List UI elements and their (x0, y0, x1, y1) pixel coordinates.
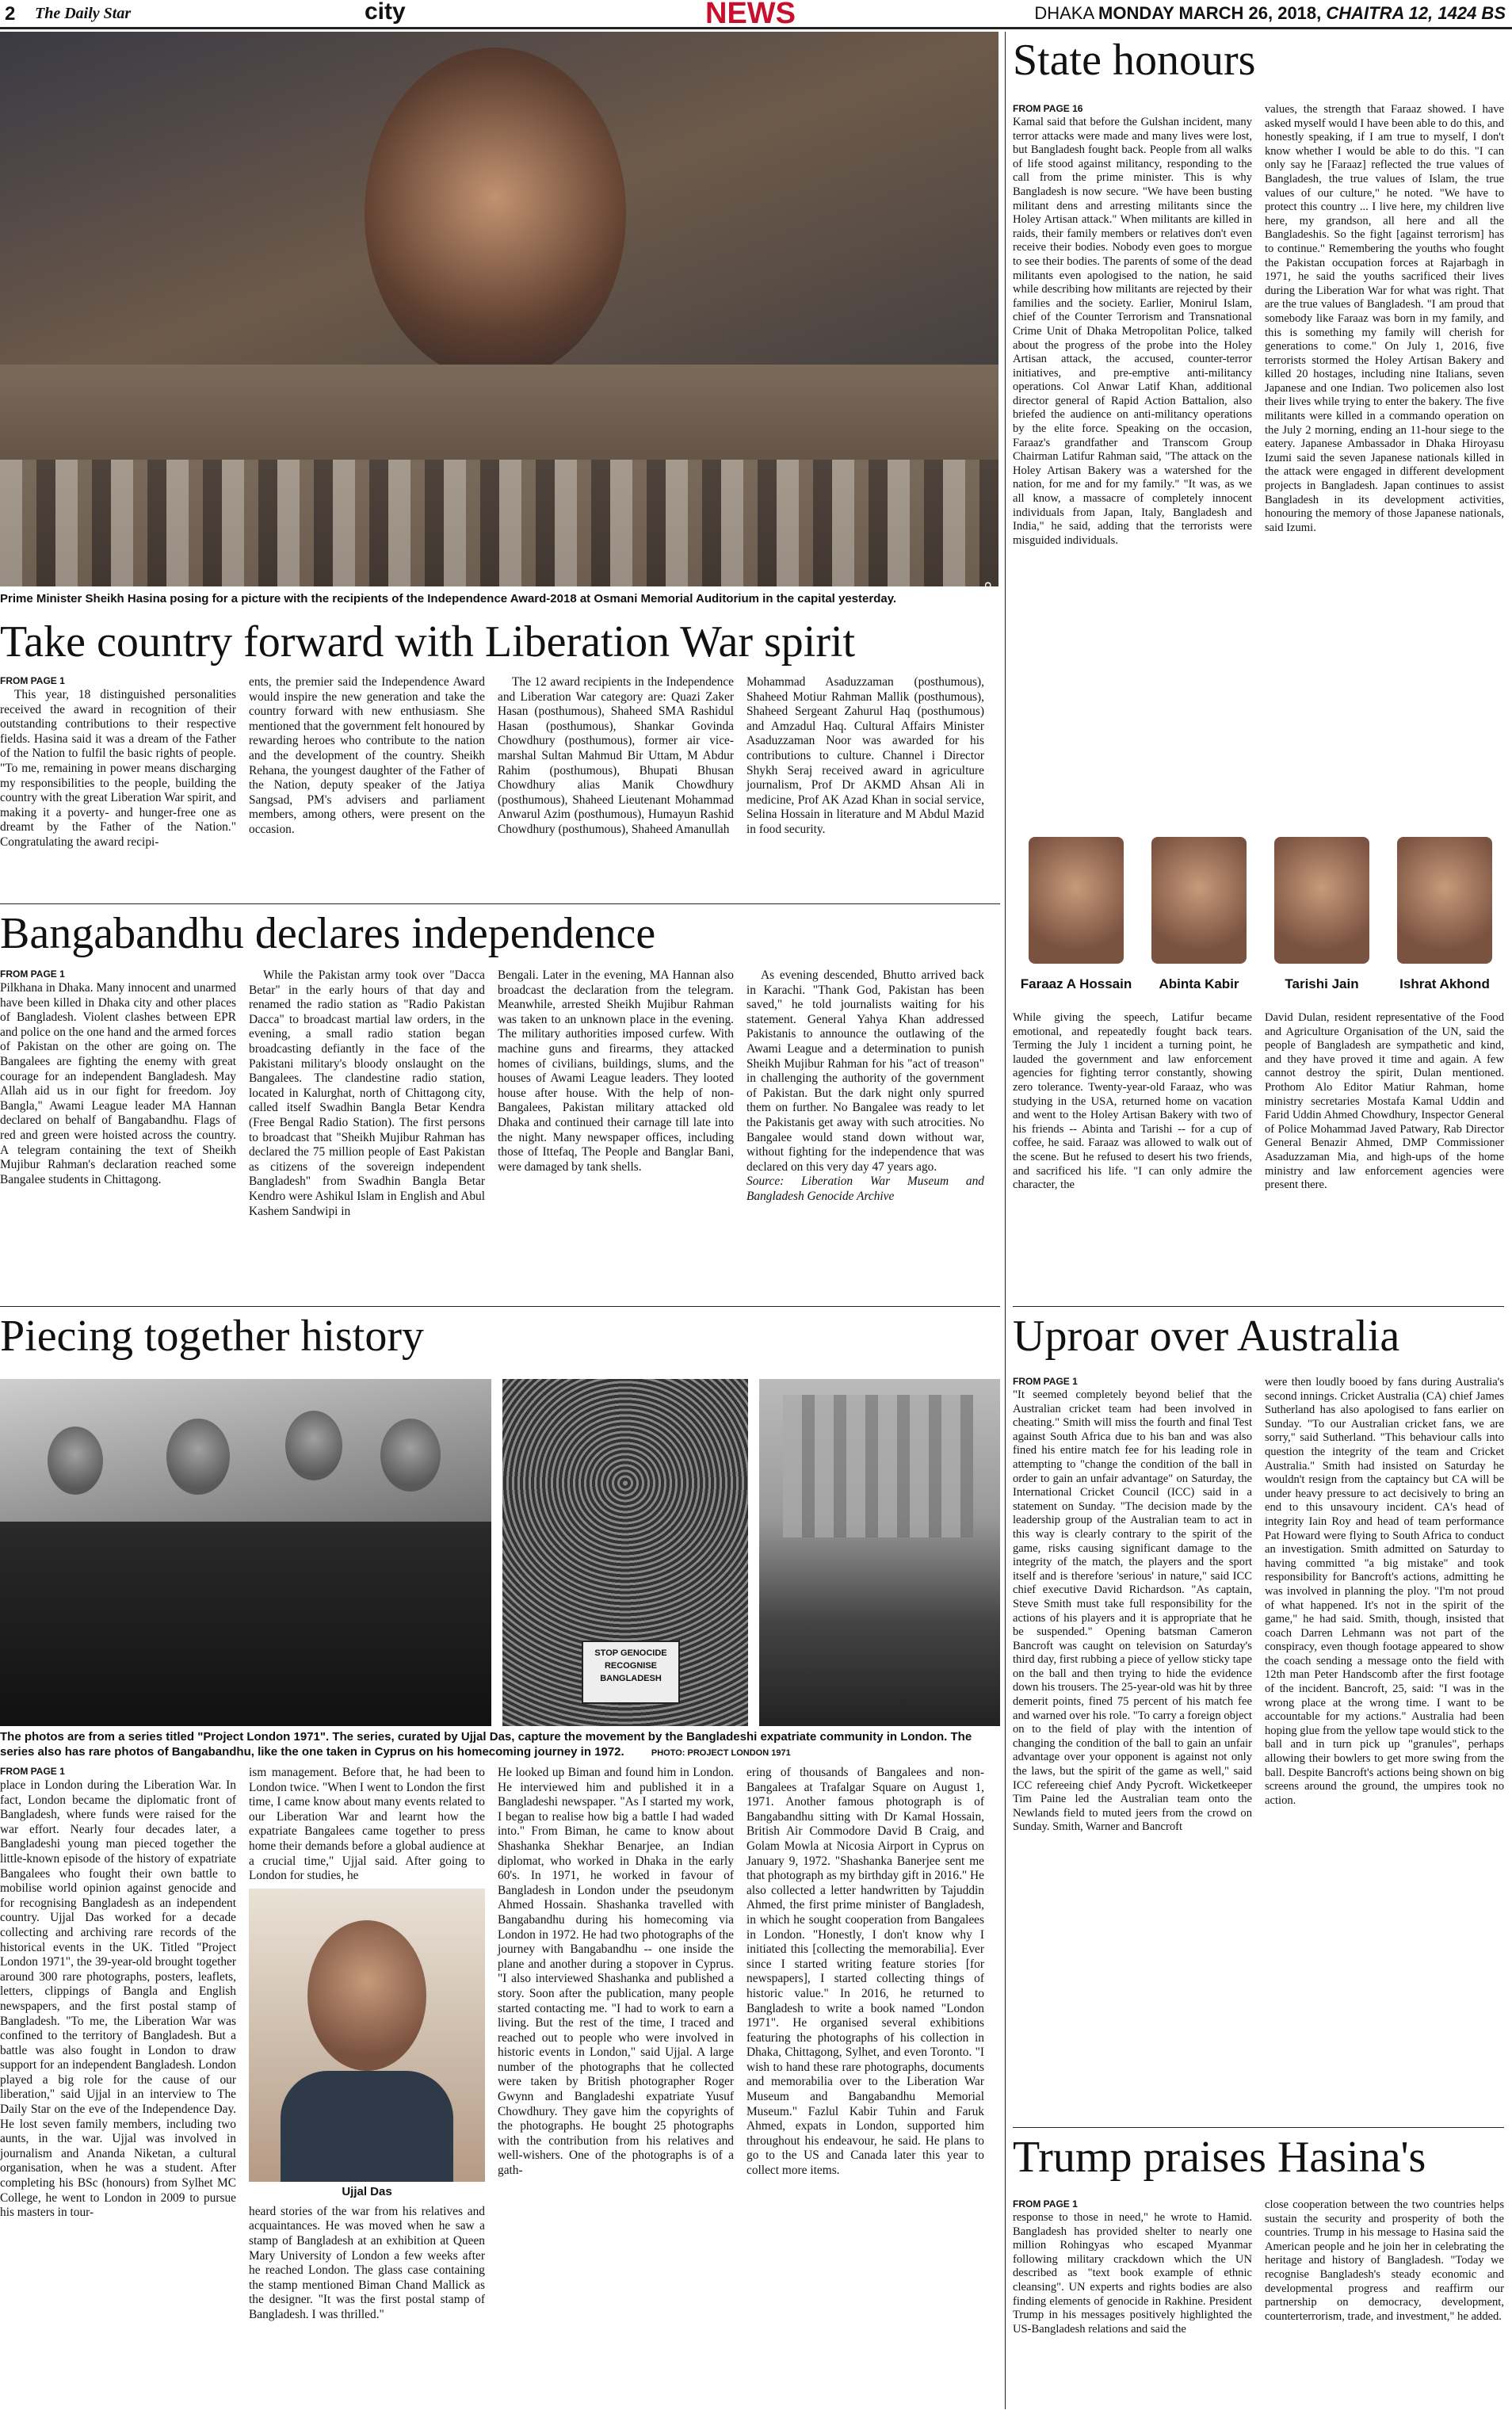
section-news: NEWS (705, 0, 796, 30)
history-kicker: FROM PAGE 1 (0, 1766, 65, 1777)
date-main: MONDAY MARCH 26, 2018, (1098, 3, 1322, 23)
state-honours-headline: State honours (1013, 36, 1256, 85)
history-col-1: FROM PAGE 1 place in London during the Liberation War. In fact, London became the diplomatic front of Bangladesh, where funds were raised for the war effort. Nearly four decades later, a Bangladeshi young man pieced together the little-known episode of the history of expatriate Bangalees who fought their own battle to mobilise world opinion against genocide and for recognising Bangladesh as an independent country. Ujjal Das worked for a decade collecting and archiving rare records of the historical events in the UK. Titled "Project London 1971", the 39-year-old brought together around 300 rare photographs, posters, leaflets, letters, clippings of Bangla and English newspapers, and the first postal stamp of Bangladesh. "To me, the Liberation War was confined to the territory of Bangladesh. But a battle was also fought in London to draw support for an independent Bangladesh. London played a big role for the cause of our liberation," said Ujjal in an interview to The Daily Star on the eve of the Independence Day. He lost seven family members, including two aunts, in the war. Ujjal was involved in journalism and Ananda Niketan, a cultural organisation, when he was a student. After completing his BSc (honours) from Sylhet MC College, he went to London in 2009 to pursue his masters in tour- (0, 1766, 236, 2220)
award-col-4: Mohammad Asaduzzaman (posthumous), Shaheed Motiur Rahman Mallik (posthumous), Shaheed Sergeant Zahurul Haq (posthumous) and Amzadul Haq. Cultural Affairs Minister Asaduzzaman Noor was awarded for his contributions to culture. Channel i Director Shykh Seraj received award in agriculture journalism, Prof Dr AKMD Ahsan Ali in medicine, Prof AK Azad Khan in social service, Selina Hossain in literature and M Abdul Mazid in food security. (746, 675, 984, 836)
genocide-sign: STOP GENOCIDE RECOGNISE BANGLADESH (582, 1641, 680, 1704)
paper-name: The Daily Star (35, 5, 132, 22)
australia-col-2: were then loudly booed by fans during Australia's second innings. Cricket Australia (CA) chief James Sutherland has also apologised to fans earlier on Sunday. "To our Australian cricket fans, we are sorry," said Sutherland. "This behaviour calls into question the integrity of the team and Cricket Australia." Smith had insisted on Saturday he wouldn't resign from the captaincy but CA will be under heavy pressure to act decisively to bring an end to this unsavoury incident. CA's head of integrity Iain Roy and head of team performance Pat Howard were flying to South Africa to conduct an investigation. Smith admitted on Saturday to having committed "a big mistake" and took responsibility for Bancroft's actions, admitting he was involved in planning the ploy. "I'm not proud of what happened. It's not in the spirit of the game," he had said. Smith, though, insisted that coach Darren Lehmann was not part of the conspiracy, even though footage appeared to show the coach sending a message onto the field with 12th man Peter Handscomb after the first footage of the incident. Bancroft, 25, said: "I was in the wrong place at the wrong time. I want to be accountable for my actions." Australia had been hoping glue from the yellow tape would stick to the ball and in turn pick up "granules", perhaps allowing their bowlers to get more swing from the ball. Despite Bancroft's actions being shown on big screens around the ground, the umpires took no action. (1265, 1376, 1504, 1807)
victim-name: Ishrat Akhond (1399, 976, 1490, 991)
london-photo-protest (759, 1379, 1000, 1726)
trump-col-1: FROM PAGE 1 response to those in need," he wrote to Hamid. Bangladesh has provided shelter to nearly one million Rohingyas who escaped Myanmar following military crackdown which the UN described as "text book example of ethnic cleansing". UN experts and rights bodies are also finding elements of genocide in Rakhine. President Trump in his messages positively highlighted the US-Bangladesh relations and said the (1013, 2198, 1252, 2336)
divider (1013, 2127, 1504, 2128)
state-honours-col-3: While giving the speech, Latifur became emotional, and repeatedly fought back tears. Terming the July 1 incident a turning point, he lauded the government and law enforcement agencies for fighting terror constantly, showing zero tolerance. Twenty-year-old Faraaz, who was studying in the USA, returned home on vacation and went to the Holey Artisan Bakery with two of his friends -- Abinta and Tarishi -- for a cup of coffee, he said. Faraaz was allowed to walk out of the scene. But he refused to desert his two friends, and sacrificed his life. "I can only admire the character, the (1013, 1011, 1252, 1192)
bangabandhu-headline: Bangabandhu declares independence (0, 909, 656, 958)
award-col-2: ents, the premier said the Independence Award would inspire the new generation and take the country forward with new enthusiasm. She mentioned that the government felt honoured by rewarding heroes who contribute to the nation and the development of the country. Sheikh Rehana, the youngest daughter of the Father of the Nation, deputy speaker of the Jatiya Sangsad, PM's advisers and parliament members, among others, were present on the occasion. (249, 675, 485, 836)
portrait-name: Ujjal Das (342, 2184, 392, 2198)
victim-photos (1013, 829, 1504, 1003)
date-bangla: CHAITRA 12, 1424 BS (1326, 3, 1506, 23)
bangabandhu-col-3: Bengali. Later in the evening, MA Hannan also broadcast the declaration from the telegram. Meanwhile, arrested Sheikh Mujibur Rahman was taken to an unknown place in the evening. The military authorities imposed curfew. With machine guns and firearms, they attacked homes of civilians, buildings, slums, and the houses of Awami League leaders. They looted house after house. With the help of non-Bangalees, Pakistan military attacked old Dhaka and continued their carnage till late into the night. Many newspaper offices, including those of Ittefaq, The People and Banglar Bani, were damaged by tank shells. (498, 968, 734, 1174)
column-divider (1005, 32, 1006, 2409)
history-col-3: He looked up Biman and found him in London. He interviewed him and published it in a Bangladeshi newspaper. "As I started my work, I began to realise how big a battle I had waded into." From Biman, he came to know about Shashanka Shekhar Benarjee, an Indian diplomat, who worked in Dhaka in the early 60's. In 1971, he worked in favour of Bangladesh in London under the pseudonym Ahmed Hossain. Shashanka travelled with Bangabandhu during his homecoming via London in 1972. He had two photographs of the journey with Bangabandhu -- one inside the plane and another during a stopover in Cyprus. "I also interviewed Shashanka and published a story. Soon after the publication, many people started contacting me. "I had to work to earn a living. But the rest of the time, I traced and reached out to people who were involved in historic events in London," said Ujjal. A large number of the photographs that he collected were taken by British photographer Roger Gwynn and Bangladeshi expatriate Yusuf Chowdhury. They gave him the copyrights of the photographs. He bought 25 photographs with the contribution from his relatives and well-wishers. One of the photographs is of a gath- (498, 1766, 734, 2178)
state-honours-col-1: FROM PAGE 16 Kamal said that before the Gulshan incident, many terror attacks were made and many lives were lost, but Bangladesh fought back. People from all walks of life stood against militancy, responding to the call from the prime minister. This is why Bangladesh is now secure. "We have been busting militant dens and arresting militants since the Holey Artisan attack." When militants are killed in raids, their family members or relatives don't even receive their bodies. Nobody even goes to morgue to see their bodies. The parents of some of the dead militants even apologised to the nation, he said while describing how militants are rejected by their families and the society. Earlier, Monirul Islam, chief of the Counter Terrorism and Transnational Crime Unit of Dhaka Metropolitan Police, talked about the progress of the probe into the Holey Artisan attack, the accused, counter-terror initiatives, and pre-emptive anti-militancy operations. Col Anwar Latif Khan, additional director general of Rapid Action Battalion, also briefed the audience on anti-militancy operations by the elite force. Speaking on the occasion, Faraaz's grandfather and Transcom Group Chairman Latifur Rahman said, "The attack on the Holey Artisan Bakery was a watershed for the nation, for me and for my family." "It was, as we all know, a massacre of completely innocent individuals from Japan, Italy, Bangladesh and India," he said, adding that the terrorists were misguided individuals. (1013, 103, 1252, 547)
victim-photo (1397, 837, 1492, 964)
bangabandhu-col-2: While the Pakistan army took over "Dacca Betar" in the early hours of that day and renamed the radio station as "Radio Pakistan Dacca" to broadcast martial law orders, in the evening, a small radio station began broadcasting defiantly in the face of the Pakistani military's bloody onslaught on the Bangalees. The clandestine radio station, located in Kalurghat, north of Chittagong city, called itself Swadhin Bangla Betar Kendra (Free Bengal Radio Station). The first persons to broadcast that "Sheikh Mujibur Rahman has declared the 75 million people of East Pakistan as citizens of the sovereign independent Bangladesh" from Swadhin Bangla Betar Kendro were Ashikul Islam in English and Abul Kashem Sandwipi in (249, 968, 485, 1218)
award-photo-credit: PHOTO: PMO (984, 582, 994, 638)
history-headline: Piecing together history (0, 1312, 425, 1361)
divider (1013, 1306, 1504, 1307)
victim-photo (1274, 837, 1369, 964)
australia-kicker: FROM PAGE 1 (1013, 1376, 1078, 1387)
state-honours-col-2: values, the strength that Faraaz showed. I have asked myself would I have been able to do this, and honestly speaking, if I am true to myself, I don't know whether I would be able to do this. "I can only say he [Faraaz] reflected the true values of Bangladesh, the true values of Islam, the true values of our culture," he noted. "We have to protect this country ... I live here, my children live here, my grandson, all here and all the Bangladeshis. So the fight [against terrorism] has to continue." Remembering the youths who fought the Pakistan occupation forces at Rajarbagh in 1971, he said the youths sacrificed their lives during the Liberation War for what was right. That are the true values of Bangladesh. "I am proud that somebody like Faraaz was born in my family, and this is something my family will cherish for generations to come." On July 1, 2016, five terrorists stormed the Holey Artisan Bakery and killed 20 hostages, including nine Italians, seven Japanese and one Indian. Two policemen also lost their lives while trying to enter the bakery. The five militants were killed in a commando operation on the July 2 morning, ending an 11-hour siege to the eatery. Japanese Ambassador in Dhaka Hiroyasu Izumi said the seven Japanese nationals killed in the attack were engaged in different development projects in Bangladesh. Japan continues to assist Bangladesh in its development activities, honouring the memory of those Japanese nationals, said Izumi. (1265, 103, 1504, 534)
history-photo-credit: PHOTO: PROJECT LONDON 1971 (651, 1748, 791, 1758)
divider (0, 1306, 1000, 1307)
dateline (1034, 3, 1506, 24)
section-name: city (365, 0, 406, 25)
victim-name: Tarishi Jain (1285, 976, 1359, 991)
trump-col-2: close cooperation between the two countries helps sustain the security and prosperity of both the countries. Trump in his message to Hasina said the American people and he join her in celebrating the heritage and history of Bangladesh. "Today we recognise Bangladesh's steady economic and developmental progress and reaffirm our partnership on democracy, development, counterterrorism, trade, and investment," he added. (1265, 2198, 1504, 2323)
history-col-4: ering of thousands of Bangalees and non-Bangalees at Trafalgar Square on August 1, 1971. Another famous photograph is of Bangabandhu sitting with Dr Kamal Hossain, British Air Commodore David B Craig, and Golam Mowla at Nicosia Airport in Cyprus on January 9, 1972. "Shashanka Banerjee sent me that photograph as my birthday gift in 2016." He also collected a letter handwritten by Tajuddin Ahmed, the first prime minister of Bangladesh, in which he sought cooperation from Bangalees in London. "Honestly, I don't know why I initiated this [collecting the memorabilia]. Ever since I started writing feature stories [for newspapers], I started collecting things of historic value." In 2016, he returned to Bangladesh to write a book named "London 1971". He organised several exhibitions featuring the photographs of his collection in Dhaka, Chittagong, Sylhet, and even Toronto. "I wish to hand these rare photographs, documents and memorabilia over to the Liberation War Museum and Bangabandhu Memorial Museum." Fazlul Kabir Tuhin and Faruk Ahmed, expats in London, supported him throughout his endeavour, he said. He plans to go to the US and Canada later this year to collect more items. (746, 1766, 984, 2178)
award-col-1: FROM PAGE 1 This year, 18 distinguished personalities received the award in recognition of their outstanding contributions to their respective fields. Hasina said it was a dream of the Father of the Nation to fulfil the basic rights of people. "To me, remaining in power means discharging my responsibilities to the people, building the country with the great Liberation War spirit, and making it a poverty- and hunger-free one as dreamt by the Father of the Nation." Congratulating the award recipi- (0, 675, 236, 849)
bangabandhu-kicker: FROM PAGE 1 (0, 968, 65, 980)
award-kicker: FROM PAGE 1 (0, 675, 65, 686)
bangabandhu-col-1: FROM PAGE 1 Pilkhana in Dhaka. Many innocent and unarmed have been killed in Dhaka city and other places of Bangladesh. Violent clashes between EPR and police on the one hand and the armed forces of Pakistan on the other are going on. The Bangalees are fighting the enemy with great courage for an independent Bangladesh. May Allah aid us in our fight for freedom. Joy Bangla," Awami League leader MA Hannan declared on behalf of Bangabandhu. Flags of red and green were hoisted across the country. A telegram containing the text of Sheikh Mujibur Rahman's declaration reached some Bangalee students in Chittagong. (0, 968, 236, 1186)
state-honours-col-4: David Dulan, resident representative of the Food and Agriculture Organisation of the UN, said the people of Bangladesh are sympathetic and kind, and they have proved it time and again. A few cannot destroy the spirit, Dulan mentioned. Prothom Alo Editor Matiur Rahman, home ministry secretaries Mostafa Kamal Uddin and Farid Uddin Ahmed Chowdhury, Inspector General of Police Mohammad Javed Patwary, Rab Director General Benazir Ahmed, DMP Commissioner Asaduzzaman Mia, and high-ups of the home ministry and law enforcement agencies were present there. (1265, 1011, 1504, 1192)
history-caption: The photos are from a series titled "Project London 1971". The series, curated by Ujjal Das, capture the movement by the Bangladeshi expatriate community in London. The series also has rare photos of Bangabandhu, like the one taken in Cyprus on his homecoming journey in 1972. PHOTO: PROJECT LONDON 1971 (0, 1730, 972, 1759)
state-honours-kicker: FROM PAGE 16 (1013, 103, 1083, 114)
award-headline: Take country forward with Liberation War spirit (0, 617, 856, 667)
bangabandhu-source: Source: Liberation War Museum and Bangladesh Genocide Archive (746, 1175, 984, 1203)
australia-col-1: FROM PAGE 1 "It seemed completely beyond belief that the Australian cricket team had been involved in cheating." Smith will miss the fourth and final Test against South Africa due to his ban and was also fined his entire match fee for his leading role in attempting to "change the condition of the ball in order to gain an unfair advantage" on Saturday, the International Cricket Council (ICC) said in a statement on Sunday. "The decision made by the leadership group of the Australian team to act in this way is clearly contrary to the spirit of the game, risks causing significant damage to the integrity of the match, the players and the sport itself and is therefore 'serious' in nature," said ICC chief executive David Richardson. "As captain, Steve Smith must take full responsibility for the actions of his players and it is appropriate that he be suspended." Opening batsman Cameron Bancroft was caught on television on Saturday's third day, first rubbing a piece of yellow sticky tape on the ball and then trying to hide the evidence down his trousers. The 25-year-old was hit by three demerit points, fined 75 percent of his match fee and warned over his role. "To carry a foreign object on to the field of play with the intention of changing the condition of the ball to gain an unfair advantage over your opponent is against not only the laws, but the spirit of the game as well," said ICC refereeing chief Andy Pycroft. Wicketkeeper Tim Paine led the Australian team onto the Newlands field to muted jeers from the crowd on Sunday. Smith, Warner and Bancroft (1013, 1376, 1252, 1834)
award-caption: Prime Minister Sheikh Hasina posing for a picture with the recipients of the Independence Award-2018 at Osmani Memorial Auditorium in the capital yesterday. (0, 592, 897, 605)
trump-headline: Trump praises Hasina's (1013, 2133, 1426, 2182)
victim-name: Faraaz A Hossain (1020, 976, 1132, 991)
victim-photo (1029, 837, 1124, 964)
victim-name: Abinta Kabir (1159, 976, 1239, 991)
bangabandhu-col-4: As evening descended, Bhutto arrived back in Karachi. "Thank God, Pakistan has been saved," he told journalists waiting for his statement. General Yahya Khan addressed Pakistanis to announce the outlawing of the Awami League and a determination to punish Sheikh Mujibur Rahman for his "act of treason" in challenging the authority of the government of Pakistan. But the dark night only spurred them on further. No Bangalee was ready to let the Pakistanis get away with such atrocities. No Bangalee would stand down without war, without fighting for the independence that was declared on this very day 47 years ago. Source: Liberation War Museum and Bangladesh Genocide Archive (746, 968, 984, 1203)
page-number: 2 (5, 3, 16, 25)
trump-kicker: FROM PAGE 1 (1013, 2198, 1078, 2210)
history-col-2: ism management. Before that, he had been to London twice. "When I went to London the first time, I came know about many events related to our Liberation War and learnt how the expatriate Bangalees came together to press home their demands before a global audience at a crucial time," Ujjal said. After going to London for studies, he Ujjal Das heard stories of the war from his relatives and acquaintances. He was moved when he saw a stamp of Bangladesh at an exhibition at Queen Mary University of London a few weeks after he reached London. The glass case containing the stamp mentioned Biman Chand Mallick as the designer. "It was the first postal stamp of Bangladesh. I was thrilled." (249, 1766, 485, 2321)
australia-headline: Uproar over Australia (1013, 1312, 1400, 1361)
date-city: DHAKA (1034, 3, 1094, 23)
london-photo-bangabandhu (0, 1379, 491, 1726)
ujjal-das-portrait (249, 1889, 485, 2182)
award-col-3: The 12 award recipients in the Independence and Liberation War category are: Quazi Zaker Hasan (posthumous), Shaheed SMA Rashidul Hasan (posthumous), Shankar Govinda Chowdhury (posthumous), former air vice-marshal Sultan Mahmud Bir Uttam, M Abdur Rahim (posthumous), Bhupati Bhusan Chowdhury alias Manik Chowdhury (posthumous), Shaheed Lieutenant Mohammad Anwarul Azim (posthumous), Humayun Rashid Chowdhury (posthumous), Shaheed Amanullah (498, 675, 734, 836)
divider (0, 903, 1000, 904)
london-photo-trafalgar (502, 1379, 748, 1726)
victim-photo (1151, 837, 1247, 964)
